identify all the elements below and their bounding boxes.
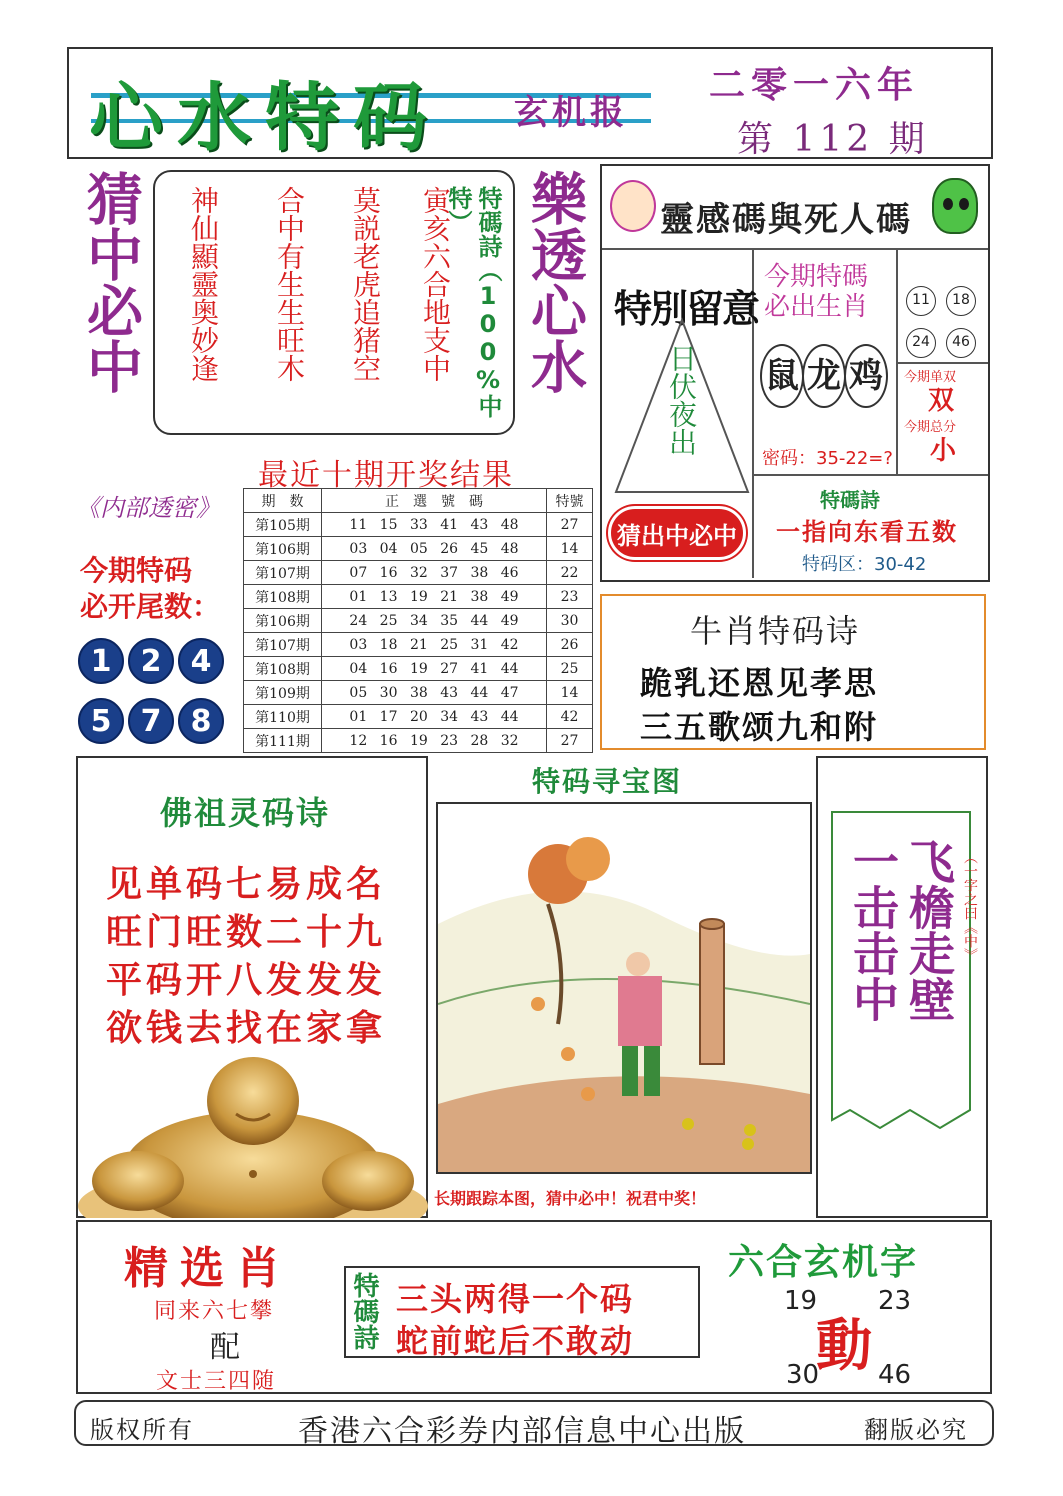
table-cell-period: 第106期 bbox=[244, 609, 322, 633]
tail-label-line: 必开尾数： bbox=[80, 590, 221, 623]
slogan-left: 猜中必中 bbox=[78, 170, 143, 394]
table-row bbox=[244, 609, 593, 633]
niu-poem-line: 三五歌颂九和附 bbox=[640, 708, 879, 746]
triangle-text: 日伏夜出 bbox=[665, 344, 698, 456]
fly-hint: （一字之曰《中》 bbox=[962, 850, 978, 962]
buddha-poem-box bbox=[76, 756, 428, 1218]
buddha-poem-line: 见单码七易成名 bbox=[106, 864, 387, 905]
table-cell-special: 42 bbox=[547, 705, 593, 729]
tail-label bbox=[80, 553, 220, 625]
tm-poem-label: 特碼詩 bbox=[349, 1272, 379, 1350]
attention-label: 特別留意 bbox=[614, 287, 759, 331]
poem-label: 特碼詩（100%中特） bbox=[444, 186, 502, 418]
year-label: 二零一六年 bbox=[709, 65, 920, 106]
table-cell-nums: 04 16 19 27 41 44 bbox=[322, 657, 547, 681]
niu-poem-line: 跪乳还恩见孝思 bbox=[640, 664, 879, 702]
zodiac-circle: 鼠 bbox=[760, 344, 804, 408]
single-double-label: 今期单双 bbox=[904, 370, 957, 385]
table-cell-period: 第105期 bbox=[244, 513, 322, 537]
buddha-poem-line: 平码开八发发发 bbox=[106, 960, 387, 1001]
table-cell-period: 第106期 bbox=[244, 537, 322, 561]
table-row bbox=[244, 585, 593, 609]
issue-number: 第 112 期 bbox=[737, 119, 929, 160]
table-cell-period: 第111期 bbox=[244, 729, 322, 753]
table-header-row bbox=[244, 489, 593, 513]
tm-poem-line: 三头两得一个码 bbox=[396, 1280, 635, 1318]
table-row bbox=[244, 513, 593, 537]
table-cell-special: 22 bbox=[547, 561, 593, 585]
buddha-poem-line: 旺门旺数二十九 bbox=[106, 912, 387, 953]
results-title: 最近十期开奖结果 bbox=[258, 458, 514, 493]
table-row bbox=[244, 729, 593, 753]
table-cell-special: 25 bbox=[547, 657, 593, 681]
jing-line: 文士三四随 bbox=[156, 1369, 277, 1394]
zodiac-circle: 鸡 bbox=[844, 344, 888, 408]
results-table bbox=[243, 488, 593, 753]
treasure-title: 特码寻宝图 bbox=[532, 765, 683, 798]
table-cell-period: 第110期 bbox=[244, 705, 322, 729]
table-cell-special: 27 bbox=[547, 729, 593, 753]
table-cell-special: 14 bbox=[547, 537, 593, 561]
table-cell-period: 第107期 bbox=[244, 633, 322, 657]
liuhe-number: 46 bbox=[878, 1360, 912, 1390]
tail-ball: 2 bbox=[128, 638, 174, 684]
buddha-poem-line: 欲钱去找在家拿 bbox=[106, 1008, 387, 1049]
fly-poem-box bbox=[816, 756, 988, 1218]
table-row bbox=[244, 705, 593, 729]
jing-line: 同来六七攀 bbox=[154, 1299, 275, 1324]
page-title: 心水特码 bbox=[89, 75, 441, 161]
table-cell-nums: 24 25 34 35 44 49 bbox=[322, 609, 547, 633]
header-banner bbox=[67, 47, 993, 159]
table-cell-nums: 03 04 05 26 45 48 bbox=[322, 537, 547, 561]
table-row bbox=[244, 537, 593, 561]
tm-poem-label: 特碼詩 bbox=[820, 488, 880, 512]
niu-poem-title: 牛肖特码诗 bbox=[690, 612, 861, 650]
treasure-map-image bbox=[436, 802, 812, 1174]
tm-poem-text: 一指向东看五数 bbox=[776, 518, 958, 546]
table-cell-special: 23 bbox=[547, 585, 593, 609]
table-header: 正 選 號 碼 bbox=[322, 489, 547, 513]
liuhe-number: 30 bbox=[786, 1360, 820, 1390]
treasure-note: 长期跟踪本图，猜中必中！祝君中奖！ bbox=[434, 1189, 707, 1208]
fly-col-left: 一击击中 bbox=[846, 838, 900, 1022]
table-cell-nums: 05 30 38 43 44 47 bbox=[322, 681, 547, 705]
guess-badge: 猜出中必中 bbox=[608, 506, 746, 560]
poem-column: 神仙顯靈奥妙逢 bbox=[187, 186, 220, 382]
ling-gan-title: 靈感碼與死人碼 bbox=[660, 200, 912, 240]
total-label: 今期总分 bbox=[904, 420, 957, 435]
tm-zone: 特码区：30-42 bbox=[802, 554, 927, 575]
table-row bbox=[244, 633, 593, 657]
number-circle: 24 bbox=[906, 328, 936, 358]
number-circle: 46 bbox=[946, 328, 976, 358]
fly-col-right: 飞檐走壁 bbox=[902, 838, 956, 1022]
buddha-poem-title: 佛祖灵码诗 bbox=[160, 794, 331, 832]
tm-poem-box bbox=[344, 1266, 700, 1358]
poem-column: 莫説老虎追猪空 bbox=[349, 186, 382, 382]
niu-poem-box bbox=[600, 594, 986, 750]
face-icon bbox=[610, 180, 656, 232]
poem-column: 合中有生生旺木 bbox=[273, 186, 306, 382]
must-zodiac-line: 今期特碼 bbox=[764, 262, 869, 292]
table-cell-nums: 12 16 19 23 28 32 bbox=[322, 729, 547, 753]
table-cell-nums: 01 13 19 21 38 49 bbox=[322, 585, 547, 609]
poem-grid bbox=[153, 170, 515, 435]
table-cell-special: 27 bbox=[547, 513, 593, 537]
table-header: 特號 bbox=[547, 489, 593, 513]
table-header: 期 数 bbox=[244, 489, 322, 513]
page-subtitle: 玄机报 bbox=[514, 93, 628, 133]
table-cell-period: 第108期 bbox=[244, 657, 322, 681]
table-cell-nums: 07 16 32 37 38 46 bbox=[322, 561, 547, 585]
footer bbox=[74, 1400, 994, 1449]
single-double-value: 双 bbox=[928, 386, 955, 416]
number-circle: 11 bbox=[906, 286, 936, 316]
jing-title: 精选肖 bbox=[124, 1243, 292, 1294]
table-row bbox=[244, 657, 593, 681]
slogan-right: 樂透心水 bbox=[522, 170, 587, 394]
table-cell-special: 26 bbox=[547, 633, 593, 657]
table-cell-special: 30 bbox=[547, 609, 593, 633]
table-cell-period: 第108期 bbox=[244, 585, 322, 609]
table-cell-nums: 01 17 20 34 43 44 bbox=[322, 705, 547, 729]
tm-poem-line: 蛇前蛇后不敢动 bbox=[396, 1322, 635, 1360]
total-value: 小 bbox=[930, 436, 957, 466]
skull-icon bbox=[932, 178, 978, 234]
tail-ball: 7 bbox=[128, 698, 174, 744]
ling-gan-panel bbox=[600, 164, 990, 582]
table-cell-period: 第107期 bbox=[244, 561, 322, 585]
table-row bbox=[244, 561, 593, 585]
internal-tag: 《内部透密》 bbox=[76, 494, 220, 522]
table-cell-nums: 11 15 33 41 43 48 bbox=[322, 513, 547, 537]
tail-label-line: 今期特码 bbox=[80, 554, 193, 587]
buddha-image bbox=[78, 1056, 428, 1218]
liuhe-title: 六合玄机字 bbox=[728, 1242, 919, 1283]
footer-left: 版权所有 bbox=[90, 1416, 194, 1444]
table-cell-period: 第109期 bbox=[244, 681, 322, 705]
must-zodiac-label bbox=[764, 262, 868, 322]
footer-right: 翻版必究 bbox=[864, 1416, 968, 1444]
bottom-panel bbox=[76, 1220, 992, 1394]
table-cell-nums: 03 18 21 25 31 42 bbox=[322, 633, 547, 657]
liuhe-number: 19 bbox=[784, 1286, 818, 1316]
liuhe-char: 動 bbox=[816, 1314, 872, 1379]
tail-ball: 8 bbox=[178, 698, 224, 744]
tail-ball: 1 bbox=[78, 638, 124, 684]
tail-ball: 5 bbox=[78, 698, 124, 744]
table-cell-special: 14 bbox=[547, 681, 593, 705]
tail-ball: 4 bbox=[178, 638, 224, 684]
footer-center: 香港六合彩券内部信息中心出版 bbox=[298, 1414, 746, 1449]
table-row bbox=[244, 681, 593, 705]
liuhe-number: 23 bbox=[878, 1286, 912, 1316]
mima-text: 密码：35-22=? bbox=[762, 448, 893, 469]
must-zodiac-line: 必出生肖 bbox=[764, 292, 869, 322]
jing-pei: 配 bbox=[210, 1330, 240, 1365]
zodiac-circle: 龙 bbox=[802, 344, 846, 408]
poem-column: 寅亥六合地支中 bbox=[419, 186, 452, 382]
number-circle: 18 bbox=[946, 286, 976, 316]
